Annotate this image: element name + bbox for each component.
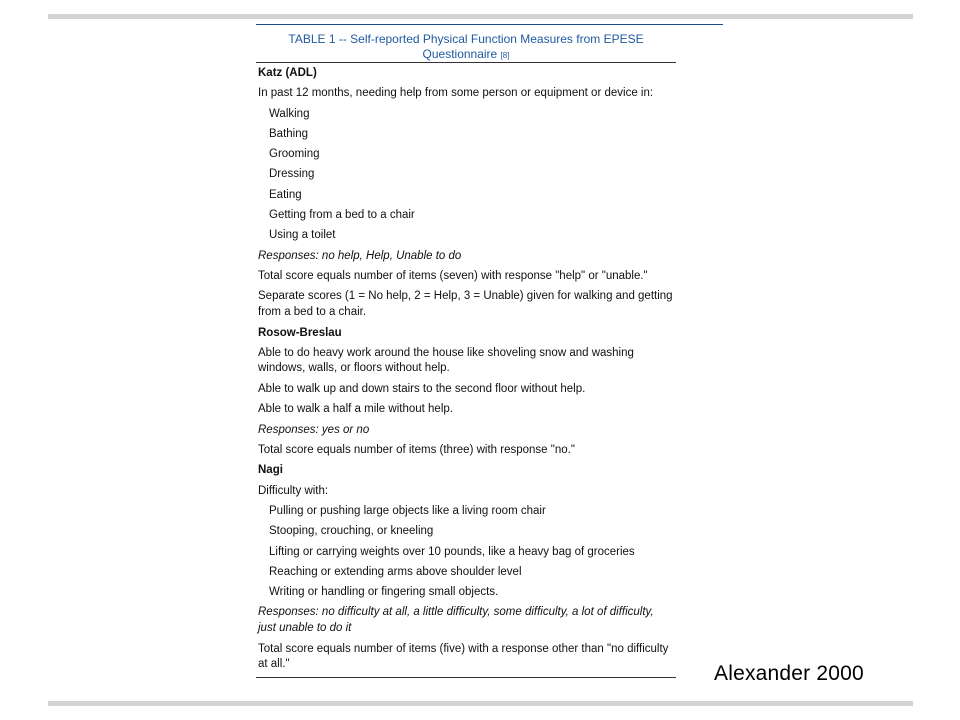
table-row: Responses: no help, Help, Unable to do [258, 249, 462, 262]
section-heading: Katz (ADL) [258, 67, 317, 79]
table-row: Using a toilet [269, 229, 336, 242]
table-row: Grooming [269, 148, 320, 161]
table-row: Stooping, crouching, or kneeling [269, 525, 434, 538]
table-row: Difficulty with: [258, 484, 329, 497]
header-separator [256, 62, 676, 63]
table-row: Walking [269, 107, 310, 120]
table-body [258, 66, 673, 678]
table-row: Getting from a bed to a chair [269, 209, 415, 222]
author-caption: Alexander 2000 [714, 662, 864, 685]
section-heading: Rosow-Breslau [258, 326, 342, 339]
table-row: Responses: yes or no [258, 423, 370, 436]
table-top-border [256, 24, 723, 25]
table-row: Responses: no difficulty at all, a little difficulty, some difficulty, a lot of difficulty, just unable to do it [258, 606, 654, 634]
citation-ref: [8] [500, 51, 510, 60]
table-row: Total score equals number of items (five) with a response other than "no difficulty at all." [258, 642, 669, 671]
table-bottom-border [256, 677, 676, 678]
table-row: Dressing [269, 168, 315, 181]
table-row: Pulling or pushing large objects like a living room chair [269, 504, 546, 517]
table-row: In past 12 months, needing help from some person or equipment or device in: [258, 87, 654, 100]
table-row: Eating [269, 188, 302, 201]
table-row: Bathing [269, 127, 309, 140]
table-row: Reaching or extending arms above shoulder level [269, 565, 522, 578]
table-row: Able to do heavy work around the house like shoveling snow and washing windows, walls, or floors without help. [258, 346, 634, 375]
table-row: Total score equals number of items (seven) with response "help" or "unable." [258, 269, 648, 282]
table-row: Able to walk a half a mile without help. [258, 403, 453, 416]
top-divider-bar [48, 14, 913, 19]
table-title [256, 32, 676, 63]
table-row: Separate scores (1 = No help, 2 = Help, 3 = Unable) given for walking and getting from a bed to a chair. [258, 290, 673, 318]
section-heading: Nagi [258, 464, 283, 477]
table-title-text: TABLE 1 -- Self-reported Physical Function Measures from EPESE Questionnaire [288, 32, 644, 61]
table-row: Able to walk up and down stairs to the second floor without help. [258, 383, 586, 396]
table-row: Writing or handling or fingering small objects. [269, 586, 499, 599]
table-row: Lifting or carrying weights over 10 pounds, like a heavy bag of groceries [269, 545, 635, 558]
table-row: Total score equals number of items (three) with response "no." [258, 444, 575, 457]
bottom-divider-bar [48, 701, 913, 706]
